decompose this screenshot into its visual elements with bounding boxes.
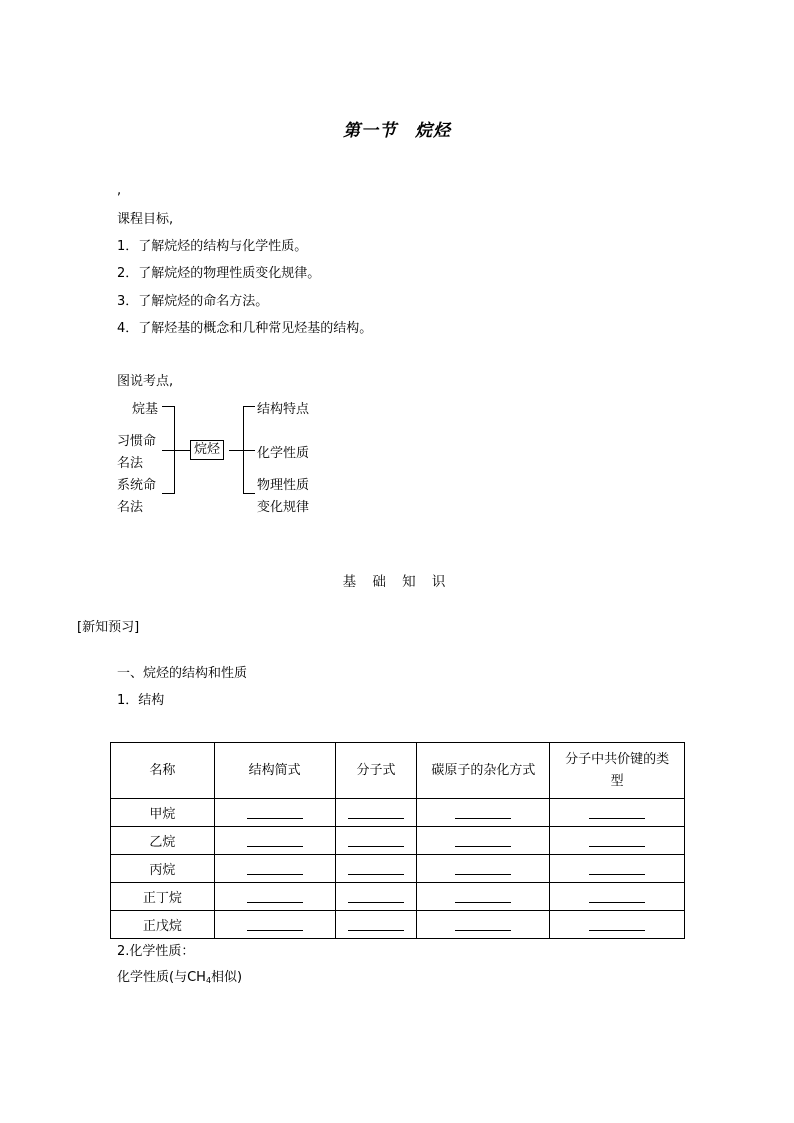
blank-cell — [335, 827, 417, 855]
fill-blank — [589, 890, 645, 903]
header-line: 分子中共价键的类 — [565, 751, 670, 767]
goal-item: 1．了解烷烃的结构与化学性质。 — [117, 239, 308, 254]
row-name: 正戊烷 — [111, 911, 215, 939]
blank-cell — [214, 827, 335, 855]
table-row — [111, 799, 685, 827]
fill-blank — [348, 890, 404, 903]
row-name: 甲烷 — [111, 799, 215, 827]
diagram-left-label: 系统命 — [117, 478, 157, 493]
chem-prefix: 化学性质(与CH — [117, 970, 206, 985]
table-row — [111, 883, 685, 911]
fill-blank — [455, 890, 511, 903]
fill-blank — [455, 862, 511, 875]
table-header-cell: 碳原子的杂化方式 — [417, 743, 550, 799]
blank-cell — [214, 883, 335, 911]
diagram-left-label: 习惯命 — [117, 434, 157, 449]
fill-blank — [348, 862, 404, 875]
goals-heading: 课程目标, — [117, 212, 174, 227]
table-header-cell: 名称 — [111, 743, 215, 799]
fill-blank — [455, 918, 511, 931]
table-header-row — [111, 743, 685, 799]
goal-item: 2．了解烷烃的物理性质变化规律。 — [117, 266, 321, 281]
row-name: 乙烷 — [111, 827, 215, 855]
fill-blank — [455, 834, 511, 847]
blank-cell — [335, 855, 417, 883]
blank-cell — [335, 911, 417, 939]
blank-cell — [214, 855, 335, 883]
fill-blank — [247, 806, 303, 819]
table-row — [111, 911, 685, 939]
structure-table — [110, 742, 685, 939]
part-heading: 一、烷烃的结构和性质 — [117, 666, 248, 681]
fill-blank — [455, 806, 511, 819]
fill-blank — [589, 918, 645, 931]
diagram-center-box: 烷烃 — [190, 440, 224, 460]
subheading-structure: 1．结构 — [117, 693, 165, 708]
chemical-property-line — [117, 966, 242, 985]
fill-blank — [348, 918, 404, 931]
fill-blank — [247, 834, 303, 847]
diagram-right-label: 物理性质 — [257, 478, 310, 493]
row-name: 丙烷 — [111, 855, 215, 883]
blank-cell — [335, 883, 417, 911]
diagram-line — [229, 450, 243, 451]
blank-cell — [550, 883, 685, 911]
header-line: 型 — [610, 773, 624, 789]
fill-blank — [348, 834, 404, 847]
table-header-cell: 分子式 — [335, 743, 417, 799]
blank-cell — [417, 855, 550, 883]
blank-cell — [214, 911, 335, 939]
row-name: 正丁烷 — [111, 883, 215, 911]
diagram-right-label: 结构特点 — [257, 402, 310, 417]
blank-cell — [417, 799, 550, 827]
table-row — [111, 827, 685, 855]
concept-diagram — [110, 392, 340, 522]
blank-cell — [417, 827, 550, 855]
fill-blank — [348, 806, 404, 819]
blank-cell — [417, 911, 550, 939]
table-row — [111, 855, 685, 883]
diagram-line — [162, 493, 174, 494]
fill-blank — [247, 918, 303, 931]
diagram-left-label: 名法 — [117, 500, 144, 515]
section-title: 基 础 知 识 — [342, 574, 452, 590]
blank-cell — [550, 911, 685, 939]
blank-cell — [550, 799, 685, 827]
chem-subscript: 4 — [205, 976, 212, 985]
blank-cell — [550, 827, 685, 855]
diagram-line — [243, 450, 255, 451]
blank-cell — [417, 883, 550, 911]
diagram-left-label: 烷基 — [132, 402, 159, 417]
diagram-line — [162, 406, 174, 407]
fill-blank — [247, 862, 303, 875]
diagram-line — [243, 406, 255, 407]
chem-suffix: 相似) — [211, 970, 243, 985]
fill-blank — [247, 890, 303, 903]
blank-cell — [550, 855, 685, 883]
fill-blank — [589, 862, 645, 875]
goal-item: 3．了解烷烃的命名方法。 — [117, 294, 269, 309]
blank-cell — [214, 799, 335, 827]
stray-comma: , — [117, 183, 122, 198]
diagram-right-label: 化学性质 — [257, 446, 310, 461]
goal-item: 4．了解烃基的概念和几种常见烃基的结构。 — [117, 321, 373, 336]
diagram-right-label: 变化规律 — [257, 500, 310, 515]
blank-cell — [335, 799, 417, 827]
diagram-line — [162, 450, 190, 451]
diagram-left-label: 名法 — [117, 456, 144, 471]
table-header-cell — [550, 743, 685, 799]
fill-blank — [589, 834, 645, 847]
diagram-line — [243, 493, 255, 494]
subheading-chemical: 2.化学性质： — [117, 944, 195, 959]
table-header-cell: 结构简式 — [214, 743, 335, 799]
fill-blank — [589, 806, 645, 819]
preview-label: [新知预习] — [77, 620, 140, 635]
diagram-heading: 图说考点, — [117, 374, 174, 389]
page-title: 第一节 烷烃 — [343, 121, 451, 141]
